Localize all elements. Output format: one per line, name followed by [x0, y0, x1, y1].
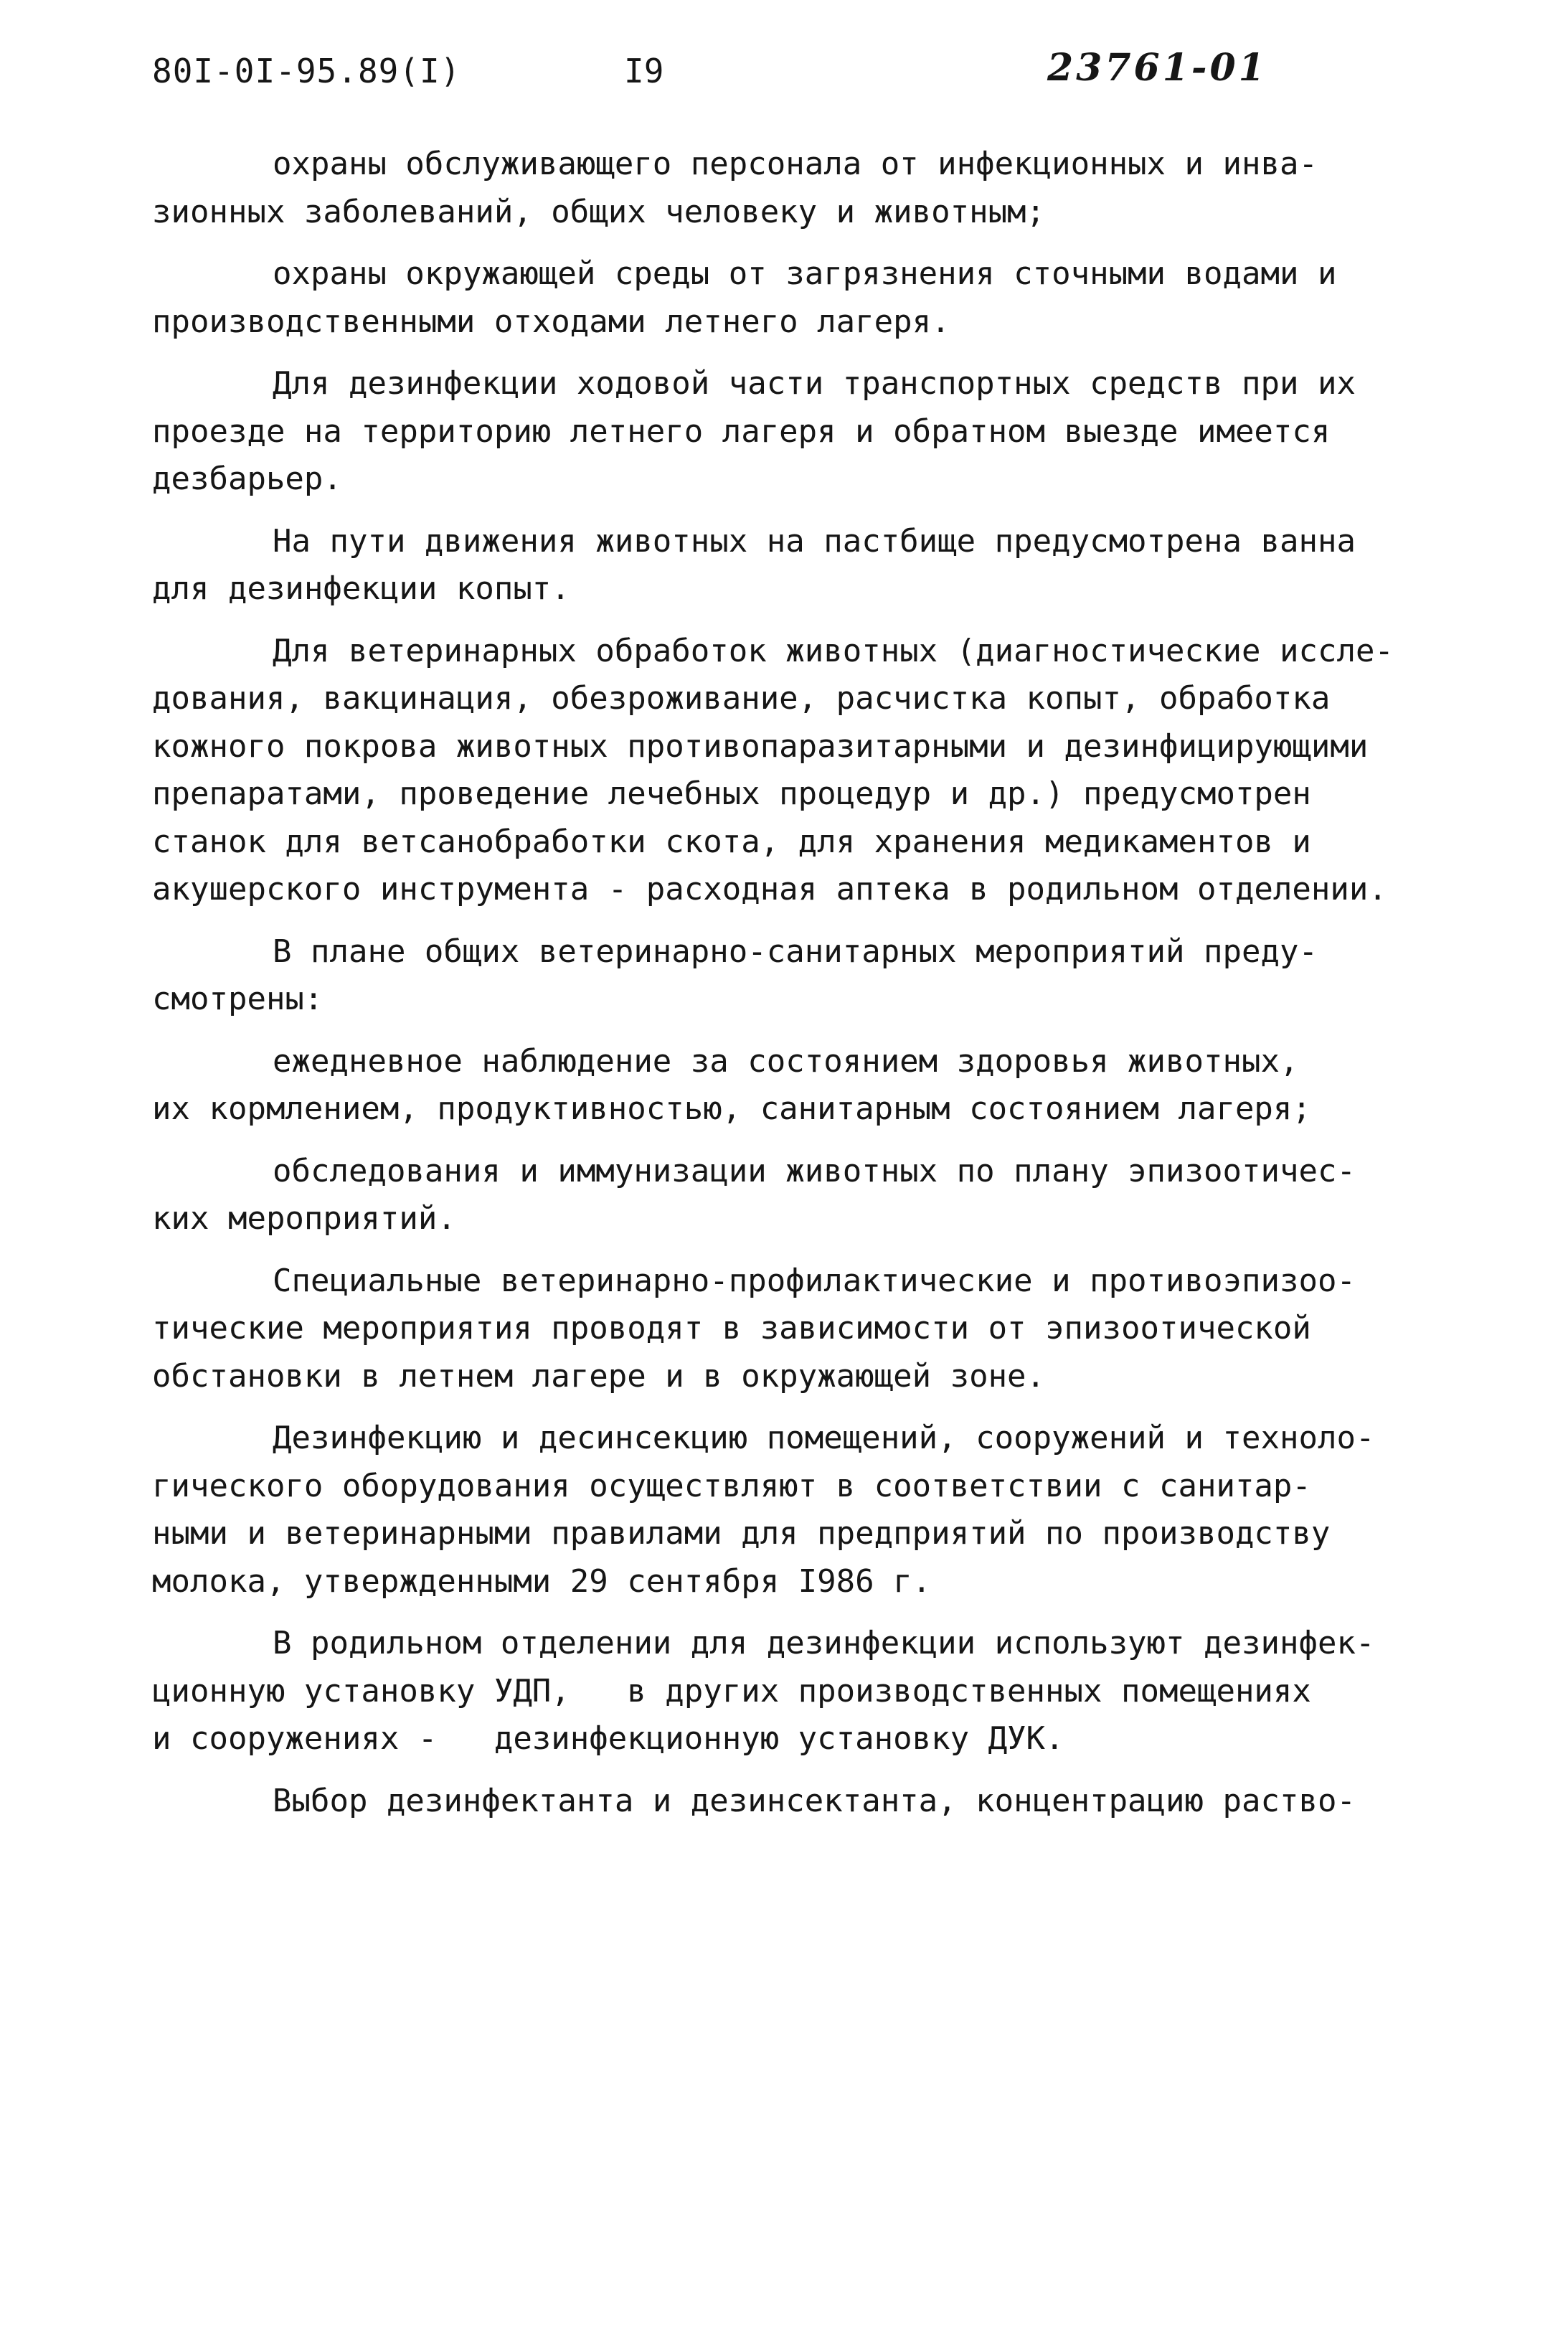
text-line: В родильном отделении для дезинфекции используют дезинфек-: [273, 1625, 1375, 1661]
text-line: проезде на территорию летнего лагеря и обратном выезде имеется: [152, 412, 1331, 450]
text-line: дования, вакцинация, обезроживание, расчистка копыт, обработка: [152, 680, 1331, 717]
text-line: Специальные ветеринарно-профилактические и противоэпизоо-: [273, 1262, 1356, 1299]
text-line: Для ветеринарных обработок животных (диагностические иссле-: [273, 632, 1394, 669]
text-line: кожного покрова животных противопаразитарными и дезинфицирующими: [152, 727, 1369, 765]
text-line: дезбарьер.: [152, 461, 342, 497]
document-code: 80I-0I-95.89(I): [152, 52, 461, 90]
text-line: станок для ветсанобработки скота, для хранения медикаментов и: [152, 823, 1311, 860]
text-line: акушерского инструмента - расходная аптека в родильном отделении.: [152, 871, 1387, 907]
paragraph: [152, 1258, 1443, 1401]
text-line: Дезинфекцию и десинсекцию помещений, сооружений и техноло-: [273, 1420, 1375, 1456]
text-line: охраны обслуживающего персонала от инфекционных и инва-: [273, 146, 1318, 182]
text-line: Для дезинфекции ходовой части транспортных средств при их: [273, 365, 1356, 402]
text-line: и сооружениях - дезинфекционную установку ДУК.: [152, 1720, 1064, 1757]
body-text: [152, 141, 1443, 1839]
text-line: зионных заболеваний, общих человеку и животным;: [152, 193, 1046, 230]
paragraph: [152, 141, 1443, 236]
text-line: ционную установку УДП, в других производственных помещениях: [152, 1672, 1311, 1709]
paragraph: [152, 360, 1443, 504]
paragraph: [152, 1620, 1443, 1763]
text-line: охраны окружающей среды от загрязнения сточными водами и: [273, 255, 1337, 292]
paragraph: [152, 1148, 1443, 1243]
paragraph: [152, 628, 1443, 914]
text-line: смотрены:: [152, 981, 323, 1017]
text-line: обстановки в летнем лагере и в окружающей зоне.: [152, 1357, 1046, 1395]
text-line: ких мероприятий.: [152, 1200, 456, 1237]
paragraph: [152, 1038, 1443, 1133]
handwritten-archive-number: 23761-01: [1047, 46, 1267, 90]
paragraph: [152, 928, 1443, 1024]
text-line: производственными отходами летнего лагеря.: [152, 303, 950, 340]
text-line: гического оборудования осуществляют в соответствии с санитар-: [152, 1467, 1311, 1504]
text-line: молока, утвержденными 29 сентября I986 г.: [152, 1562, 932, 1600]
paragraph: [152, 518, 1443, 613]
paragraph: [152, 250, 1443, 346]
paragraph: [152, 1415, 1443, 1605]
text-line: тические мероприятия проводят в зависимости от эпизоотической: [152, 1310, 1311, 1346]
paragraph: [152, 1778, 1443, 1826]
text-line: ными и ветеринарными правилами для предприятий по производству: [152, 1515, 1331, 1552]
text-line: Выбор дезинфектанта и дезинсектанта, концентрацию раство-: [273, 1782, 1356, 1819]
text-line: На пути движения животных на пастбище предусмотрена ванна: [273, 522, 1356, 560]
text-line: ежедневное наблюдение за состоянием здоровья животных,: [273, 1042, 1299, 1080]
text-line: их кормлением, продуктивностью, санитарным состоянием лагеря;: [152, 1090, 1311, 1127]
text-line: для дезинфекции копыт.: [152, 570, 570, 607]
page-number: I9: [624, 52, 664, 90]
text-line: В плане общих ветеринарно-санитарных мероприятий преду-: [273, 933, 1318, 970]
page-header: [0, 46, 1568, 103]
text-line: препаратами, проведение лечебных процедур и др.) предусмотрен: [152, 775, 1311, 812]
text-line: обследования и иммунизации животных по плану эпизоотичес-: [273, 1152, 1356, 1189]
